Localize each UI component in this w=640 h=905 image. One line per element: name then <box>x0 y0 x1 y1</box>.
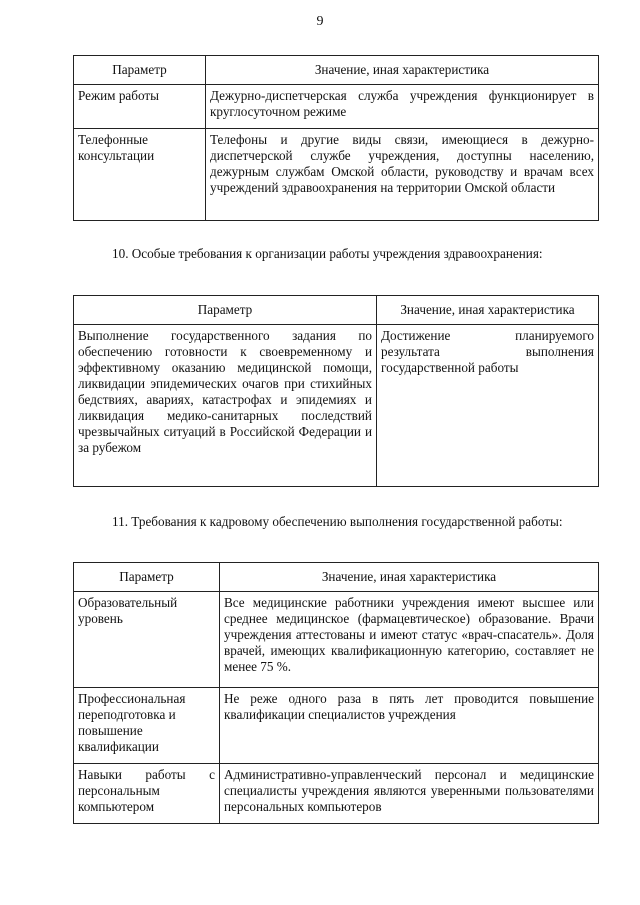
row-value: Все медицинские работники учреждения имеют высшее или среднее медицинское (фармацевтическое) образование. Врачи учреждения аттестованы и имеют статус «врач-спасатель». Доля врачей, имеющих квалификационную категорию, составляет не менее 75 %. <box>220 592 599 688</box>
table-header-row <box>74 563 599 592</box>
table-header-row <box>74 296 599 325</box>
table-row <box>74 85 599 129</box>
header-parameter: Параметр <box>74 563 220 592</box>
row-param: Навыки работы с персональным компьютером <box>74 764 220 824</box>
table-staffing <box>73 562 599 824</box>
table-row <box>74 688 599 764</box>
table-row <box>74 129 599 221</box>
table-work-mode <box>73 55 599 221</box>
row-param: Профессиональная переподготовка и повышение квалификации <box>74 688 220 764</box>
row-value: Достижение планируемого результата выполнения государственной работы <box>377 325 599 487</box>
table-row <box>74 592 599 688</box>
section-11-heading: 11. Требования к кадровому обеспечению выполнения государственной работы: <box>112 514 563 529</box>
header-value: Значение, иная характеристика <box>220 563 599 592</box>
table-row <box>74 325 599 487</box>
header-parameter: Параметр <box>74 56 206 85</box>
table-row <box>74 764 599 824</box>
table-header-row <box>74 56 599 85</box>
row-param: Режим работы <box>74 85 206 129</box>
row-value: Не реже одного раза в пять лет проводится повышение квалификации специалистов учреждения <box>220 688 599 764</box>
row-value: Дежурно-диспетчерская служба учреждения функционирует в круглосуточном режиме <box>206 85 599 129</box>
table-special-requirements <box>73 295 599 487</box>
row-value: Телефоны и другие виды связи, имеющиеся в дежурно-диспетчерской службе учреждения, доступны населению, дежурным службам Омской области, руководству и врачам всех учреждений здравоохранения на территории Омской области <box>206 129 599 221</box>
row-param: Образовательный уровень <box>74 592 220 688</box>
section-10-heading: 10. Особые требования к организации работы учреждения здравоохранения: <box>112 246 543 261</box>
header-parameter: Параметр <box>74 296 377 325</box>
row-value: Административно-управленческий персонал и медицинские специалисты учреждения являются уверенными пользователями персональных компьютеров <box>220 764 599 824</box>
row-param: Выполнение государственного задания по обеспечению готовности к своевременному и эффективному оказанию медицинской помощи, ликвидации эпидемических очагов при стихийных бедствиях, авариях, катастрофах и эпидемиях и ликвидация медико-санитарных последствий чрезвычайных ситуаций в Российской Федерации и за рубежом <box>74 325 377 487</box>
row-param: Телефонные консультации <box>74 129 206 221</box>
header-value: Значение, иная характеристика <box>206 56 599 85</box>
header-value: Значение, иная характеристика <box>377 296 599 325</box>
page-number: 9 <box>316 14 324 29</box>
